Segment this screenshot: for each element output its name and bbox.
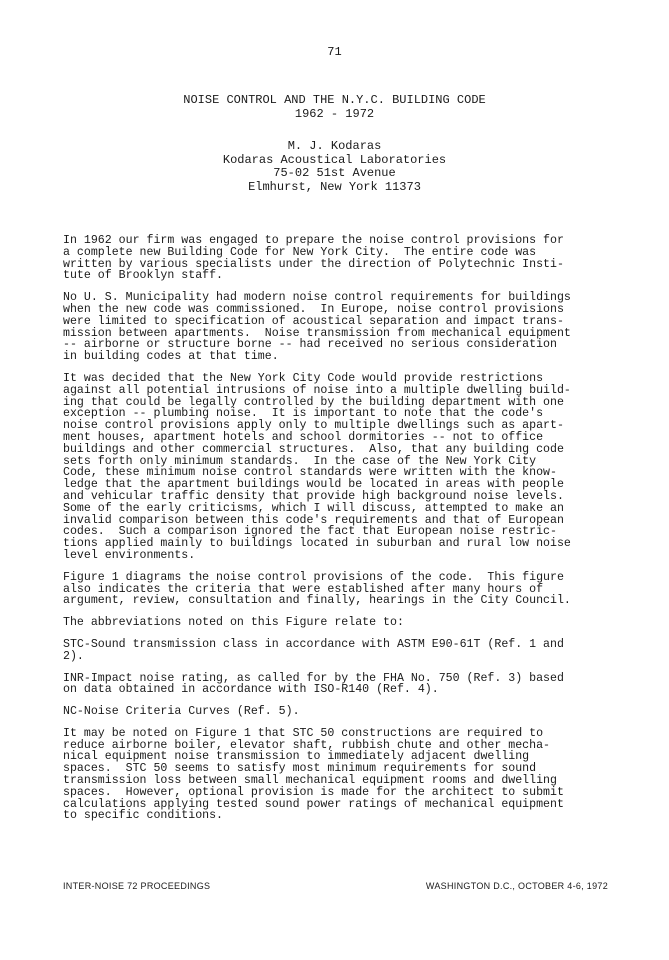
author-affiliation: Kodaras Acoustical Laboratories [222, 152, 447, 167]
text-line: when the new code was commissioned. In Europe, noise control provisions [63, 302, 564, 316]
page-number: 71 [327, 45, 342, 59]
text-line: nical equipment noise transmission to immediately adjacent dwelling [63, 750, 530, 764]
body-paragraph [63, 706, 608, 718]
text-line: argument, review, consultation and finally, hearings in the City Council. [63, 594, 571, 608]
text-line: tions applied mainly to buildings located in suburban and rural low noise [63, 537, 571, 551]
title-line-2: 1962 - 1972 [294, 107, 375, 121]
text-line: exception -- plumbing noise. It is important to note that the code's [63, 407, 544, 421]
text-line: calculations applying tested sound power ratings of mechanical equipment [63, 797, 564, 811]
text-line: INR-Impact noise rating, as called for by the FHA No. 750 (Ref. 3) based [63, 671, 564, 685]
author-block [0, 140, 669, 194]
text-line: and vehicular traffic density that provide high background noise levels. [63, 489, 564, 503]
text-line: 2). [63, 649, 84, 663]
text-line: a complete new Building Code for New York City. The entire code was [63, 245, 537, 259]
footer-proceedings: INTER-NOISE 72 PROCEEDINGS [63, 881, 211, 891]
text-line: on data obtained in accordance with ISO-R140 (Ref. 4). [63, 683, 439, 697]
text-line: ledge that the apartment buildings would be located in areas with people [63, 478, 564, 492]
text-line: transmission loss between small mechanical equipment rooms and dwelling [63, 774, 557, 788]
text-line: It may be noted on Figure 1 that STC 50 constructions are required to [63, 726, 544, 740]
body-paragraph [63, 235, 608, 282]
text-line: -- airborne or structure borne -- had received no serious consideration [63, 338, 557, 352]
author-street: 75-02 51st Avenue [273, 166, 396, 180]
body-paragraph [63, 617, 608, 629]
body-text [63, 235, 608, 832]
text-line: spaces. STC 50 seems to satisfy most minimum requirements for sound [63, 762, 537, 776]
text-line: STC-Sound transmission class in accordance with ASTM E90-61T (Ref. 1 and [63, 637, 564, 651]
text-line: The abbreviations noted on this Figure relate to: [63, 616, 404, 630]
title-line-1: NOISE CONTROL AND THE N.Y.C. BUILDING CODE [183, 93, 486, 107]
text-line: also indicates the criteria that were established after many hours of [63, 582, 544, 596]
text-line: noise control provisions apply only to multiple dwellings such as apart- [63, 419, 564, 433]
text-line: buildings and other commercial structures. Also, that any building code [63, 442, 564, 456]
text-line: It was decided that the New York City Code would provide restrictions [63, 371, 544, 385]
body-paragraph [63, 572, 608, 607]
text-line: No U. S. Municipality had modern noise control requirements for buildings [63, 291, 571, 305]
text-line: were limited to specification of acoustical separation and impact trans- [63, 314, 564, 328]
text-line: codes. Such a comparison ignored the fact that European noise restric- [63, 525, 557, 539]
text-line: mission between apartments. Noise transmission from mechanical equipment [63, 326, 571, 340]
text-line: ment houses, apartment hotels and school dormitories -- not to office [63, 430, 544, 444]
text-line: reduce airborne boiler, elevator shaft, rubbish chute and other mecha- [63, 738, 551, 752]
paper-title [0, 93, 669, 121]
body-paragraph [63, 728, 608, 822]
footer-location-date: WASHINGTON D.C., OCTOBER 4-6, 1972 [425, 881, 608, 891]
body-paragraph [63, 673, 608, 697]
text-line: Code, these minimum noise control standards were written with the know- [63, 466, 557, 480]
text-line: Some of the early criticisms, which I will discuss, attempted to make an [63, 501, 564, 515]
text-line: against all potential intrusions of noise into a multiple dwelling build- [63, 383, 571, 397]
text-line: sets forth only minimum standards. In the case of the New York City [63, 454, 537, 468]
body-paragraph [63, 639, 608, 663]
text-line: written by various specialists under the direction of Polytechnic Insti- [63, 257, 564, 271]
text-line: ing that could be legally controlled by the building department with one [63, 395, 564, 409]
body-paragraph [63, 292, 608, 363]
text-line: to specific conditions. [63, 809, 224, 823]
body-paragraph [63, 373, 608, 562]
author-city: Elmhurst, New York 11373 [248, 179, 421, 194]
text-line: NC-Noise Criteria Curves (Ref. 5). [63, 705, 300, 719]
text-line: level environments. [63, 548, 196, 562]
text-line: invalid comparison between this code's requirements and that of European [63, 513, 564, 527]
text-line: Figure 1 diagrams the noise control provisions of the code. This figure [63, 570, 564, 584]
text-line: spaces. However, optional provision is made for the architect to submit [63, 785, 564, 799]
text-line: tute of Brooklyn staff. [63, 269, 224, 283]
author-name: M. J. Kodaras [287, 139, 382, 153]
text-line: In 1962 our firm was engaged to prepare the noise control provisions for [63, 234, 564, 247]
text-line: in building codes at that time. [63, 350, 279, 364]
